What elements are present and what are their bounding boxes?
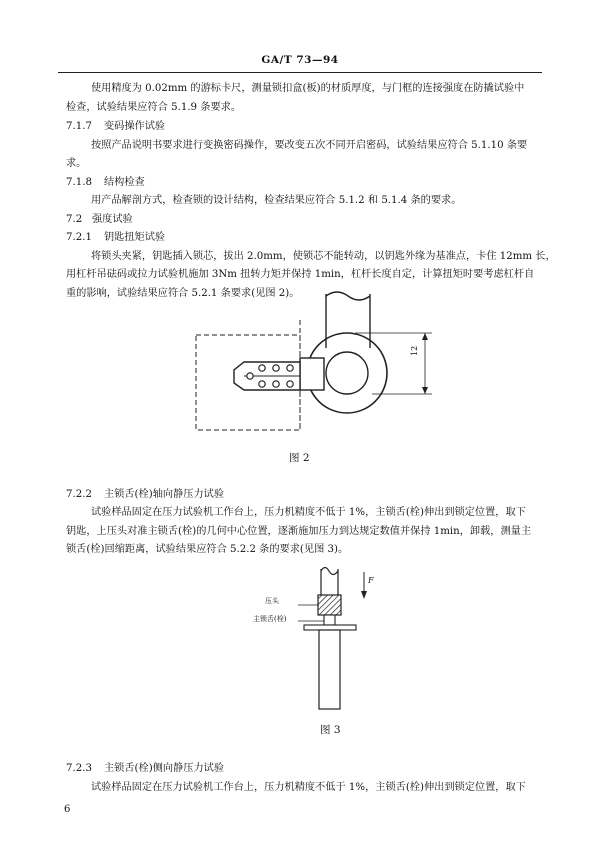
section-title: 主锁舌(栓)侧向静压力试验: [104, 763, 225, 774]
page-number: 6: [64, 804, 71, 815]
paragraph-line: 试验样品固定在压力试验机工作台上，压力机精度不低于 1%，主锁舌(栓)伸出到锁定位置，取下: [91, 507, 526, 518]
section-number: 7.1.8: [66, 177, 92, 188]
lock-body: [319, 630, 340, 709]
section-number: 7.2.2: [66, 489, 92, 500]
paragraph-line: 用杠杆吊砝码或拉力试验机施加 3Nm 扭转力矩并保持 1min，杠杆长度自定，计算扭矩时要考虑杠杆自: [66, 269, 535, 280]
force-arrow-head: [361, 591, 367, 599]
force-label: F: [368, 576, 374, 585]
paragraph-line: 求。: [66, 158, 87, 169]
paragraph-line: 按照产品说明书要求进行变换密码操作，要改变五次不同开启密码，试验结果应符合 5.1.10 条要: [91, 140, 528, 151]
paragraph-line: 检查，试验结果应符合 5.1.9 条要求。: [66, 102, 242, 113]
section-number: 7.2.1: [66, 232, 92, 243]
main-bolt: [324, 615, 335, 625]
section-title: 结构检查: [104, 177, 145, 188]
press-head: [318, 595, 341, 615]
base-plate: [304, 625, 356, 630]
figure-3-caption: 图 3: [320, 724, 341, 736]
section-number: 7.2: [66, 214, 83, 225]
paragraph-line: 用产品解剖方式，检查锁的设计结构，检查结果应符合 5.1.2 和 5.1.4 条的要求。: [91, 195, 462, 206]
dimension-label: 12: [410, 345, 419, 356]
paragraph-line: 将锁头夹紧，钥匙插入锁芯，拔出 2.0mm，使锁芯不能转动，以钥匙外缘为基准点，卡住 12mm 长，: [91, 251, 556, 262]
paragraph-line: 试验样品固定在压力试验机工作台上，压力机精度不低于 1%，主锁舌(栓)伸出到锁定位置，取下: [91, 782, 526, 793]
paragraph-line: 重的影响，试验结果应符合 5.2.1 条要求(见图 2)。: [66, 288, 300, 299]
section-number: 7.1.7: [66, 121, 92, 132]
press-rod: [321, 569, 338, 595]
section-title: 强度试验: [92, 214, 133, 225]
section-title: 主锁舌(栓)轴向静压力试验: [104, 489, 225, 500]
paragraph-line: 钥匙，上压头对准主锁舌(栓)的几何中心位置，逐渐施加压力到达规定数值并保持 1min，卸载，测量主: [66, 526, 532, 537]
figure-2-caption: 图 2: [289, 452, 310, 464]
press-rod-break: [321, 568, 338, 575]
section-number: 7.2.3: [66, 763, 92, 774]
label-main-bolt: 主锁舌(栓): [253, 615, 287, 623]
section-title: 钥匙扭矩试验: [104, 232, 166, 243]
section-title: 变码操作试验: [104, 121, 166, 132]
section-heading-7-2-3: [66, 760, 224, 779]
paragraph-line: 使用精度为 0.02mm 的游标卡尺，测量锁扣盒(板)的材质厚度，与门框的连接强度在防撬试验中: [91, 83, 525, 94]
paragraph-line: 锁舌(栓)回缩距离，试验结果应符合 5.2.2 条的要求(见图 3)。: [66, 544, 349, 555]
document-code: GA/T 73—94: [261, 54, 339, 66]
label-press-head: 压头: [265, 597, 279, 605]
